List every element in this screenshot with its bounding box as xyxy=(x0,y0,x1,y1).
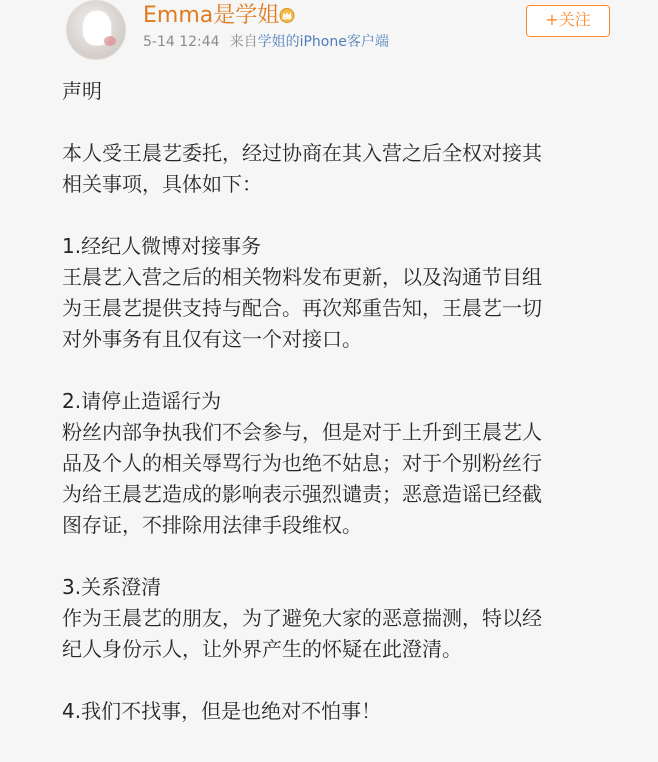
source-prefix: 来自 xyxy=(229,34,258,50)
section-heading: 3.关系澄清 xyxy=(62,575,162,599)
source-client-link[interactable]: 学姐的iPhone客户端 xyxy=(257,34,389,50)
section-line: 品及个人的相关辱骂行为也绝不姑息；对于个别粉丝行 xyxy=(62,451,542,475)
post-intro xyxy=(62,138,642,200)
section-line: 对外事务有且仅有这一个对接口。 xyxy=(62,327,362,351)
section-heading: 2.请停止造谣行为 xyxy=(62,389,222,413)
section-line: 王晨艺入营之后的相关物料发布更新，以及沟通节目组 xyxy=(62,265,542,289)
avatar[interactable] xyxy=(66,0,126,60)
section-3 xyxy=(62,572,642,665)
crown-badge-icon xyxy=(278,7,296,23)
intro-line: 本人受王晨艺委托，经过协商在其入营之后全权对接其 xyxy=(62,141,542,165)
post-meta xyxy=(143,33,389,51)
section-line: 作为王晨艺的朋友，为了避免大家的恶意揣测，特以经 xyxy=(62,606,542,630)
section-line: 为王晨艺提供支持与配合。再次郑重告知，王晨艺一切 xyxy=(62,296,542,320)
section-1 xyxy=(62,231,642,355)
section-line: 为给王晨艺造成的影响表示强烈谴责；恶意造谣已经截 xyxy=(62,482,542,506)
post-time: 5-14 12:44 xyxy=(143,34,220,50)
avatar-accent xyxy=(104,36,116,46)
section-line: 纪人身份示人，让外界产生的怀疑在此澄清。 xyxy=(62,637,462,661)
section-2 xyxy=(62,386,642,541)
section-line: 粉丝内部争执我们不会参与，但是对于上升到王晨艺人 xyxy=(62,420,542,444)
post-content xyxy=(62,76,642,727)
section-4 xyxy=(62,696,642,727)
post-header xyxy=(0,0,658,66)
section-heading: 4.我们不找事，但是也绝对不怕事！ xyxy=(62,699,382,723)
post-title: 声明 xyxy=(62,79,102,103)
author-name[interactable]: Emma是学姐 xyxy=(143,3,280,28)
intro-line: 相关事项，具体如下： xyxy=(62,172,262,196)
section-heading: 1.经纪人微博对接事务 xyxy=(62,234,262,258)
follow-button[interactable]: +关注 xyxy=(526,5,610,37)
section-line: 图存证，不排除用法律手段维权。 xyxy=(62,513,362,537)
